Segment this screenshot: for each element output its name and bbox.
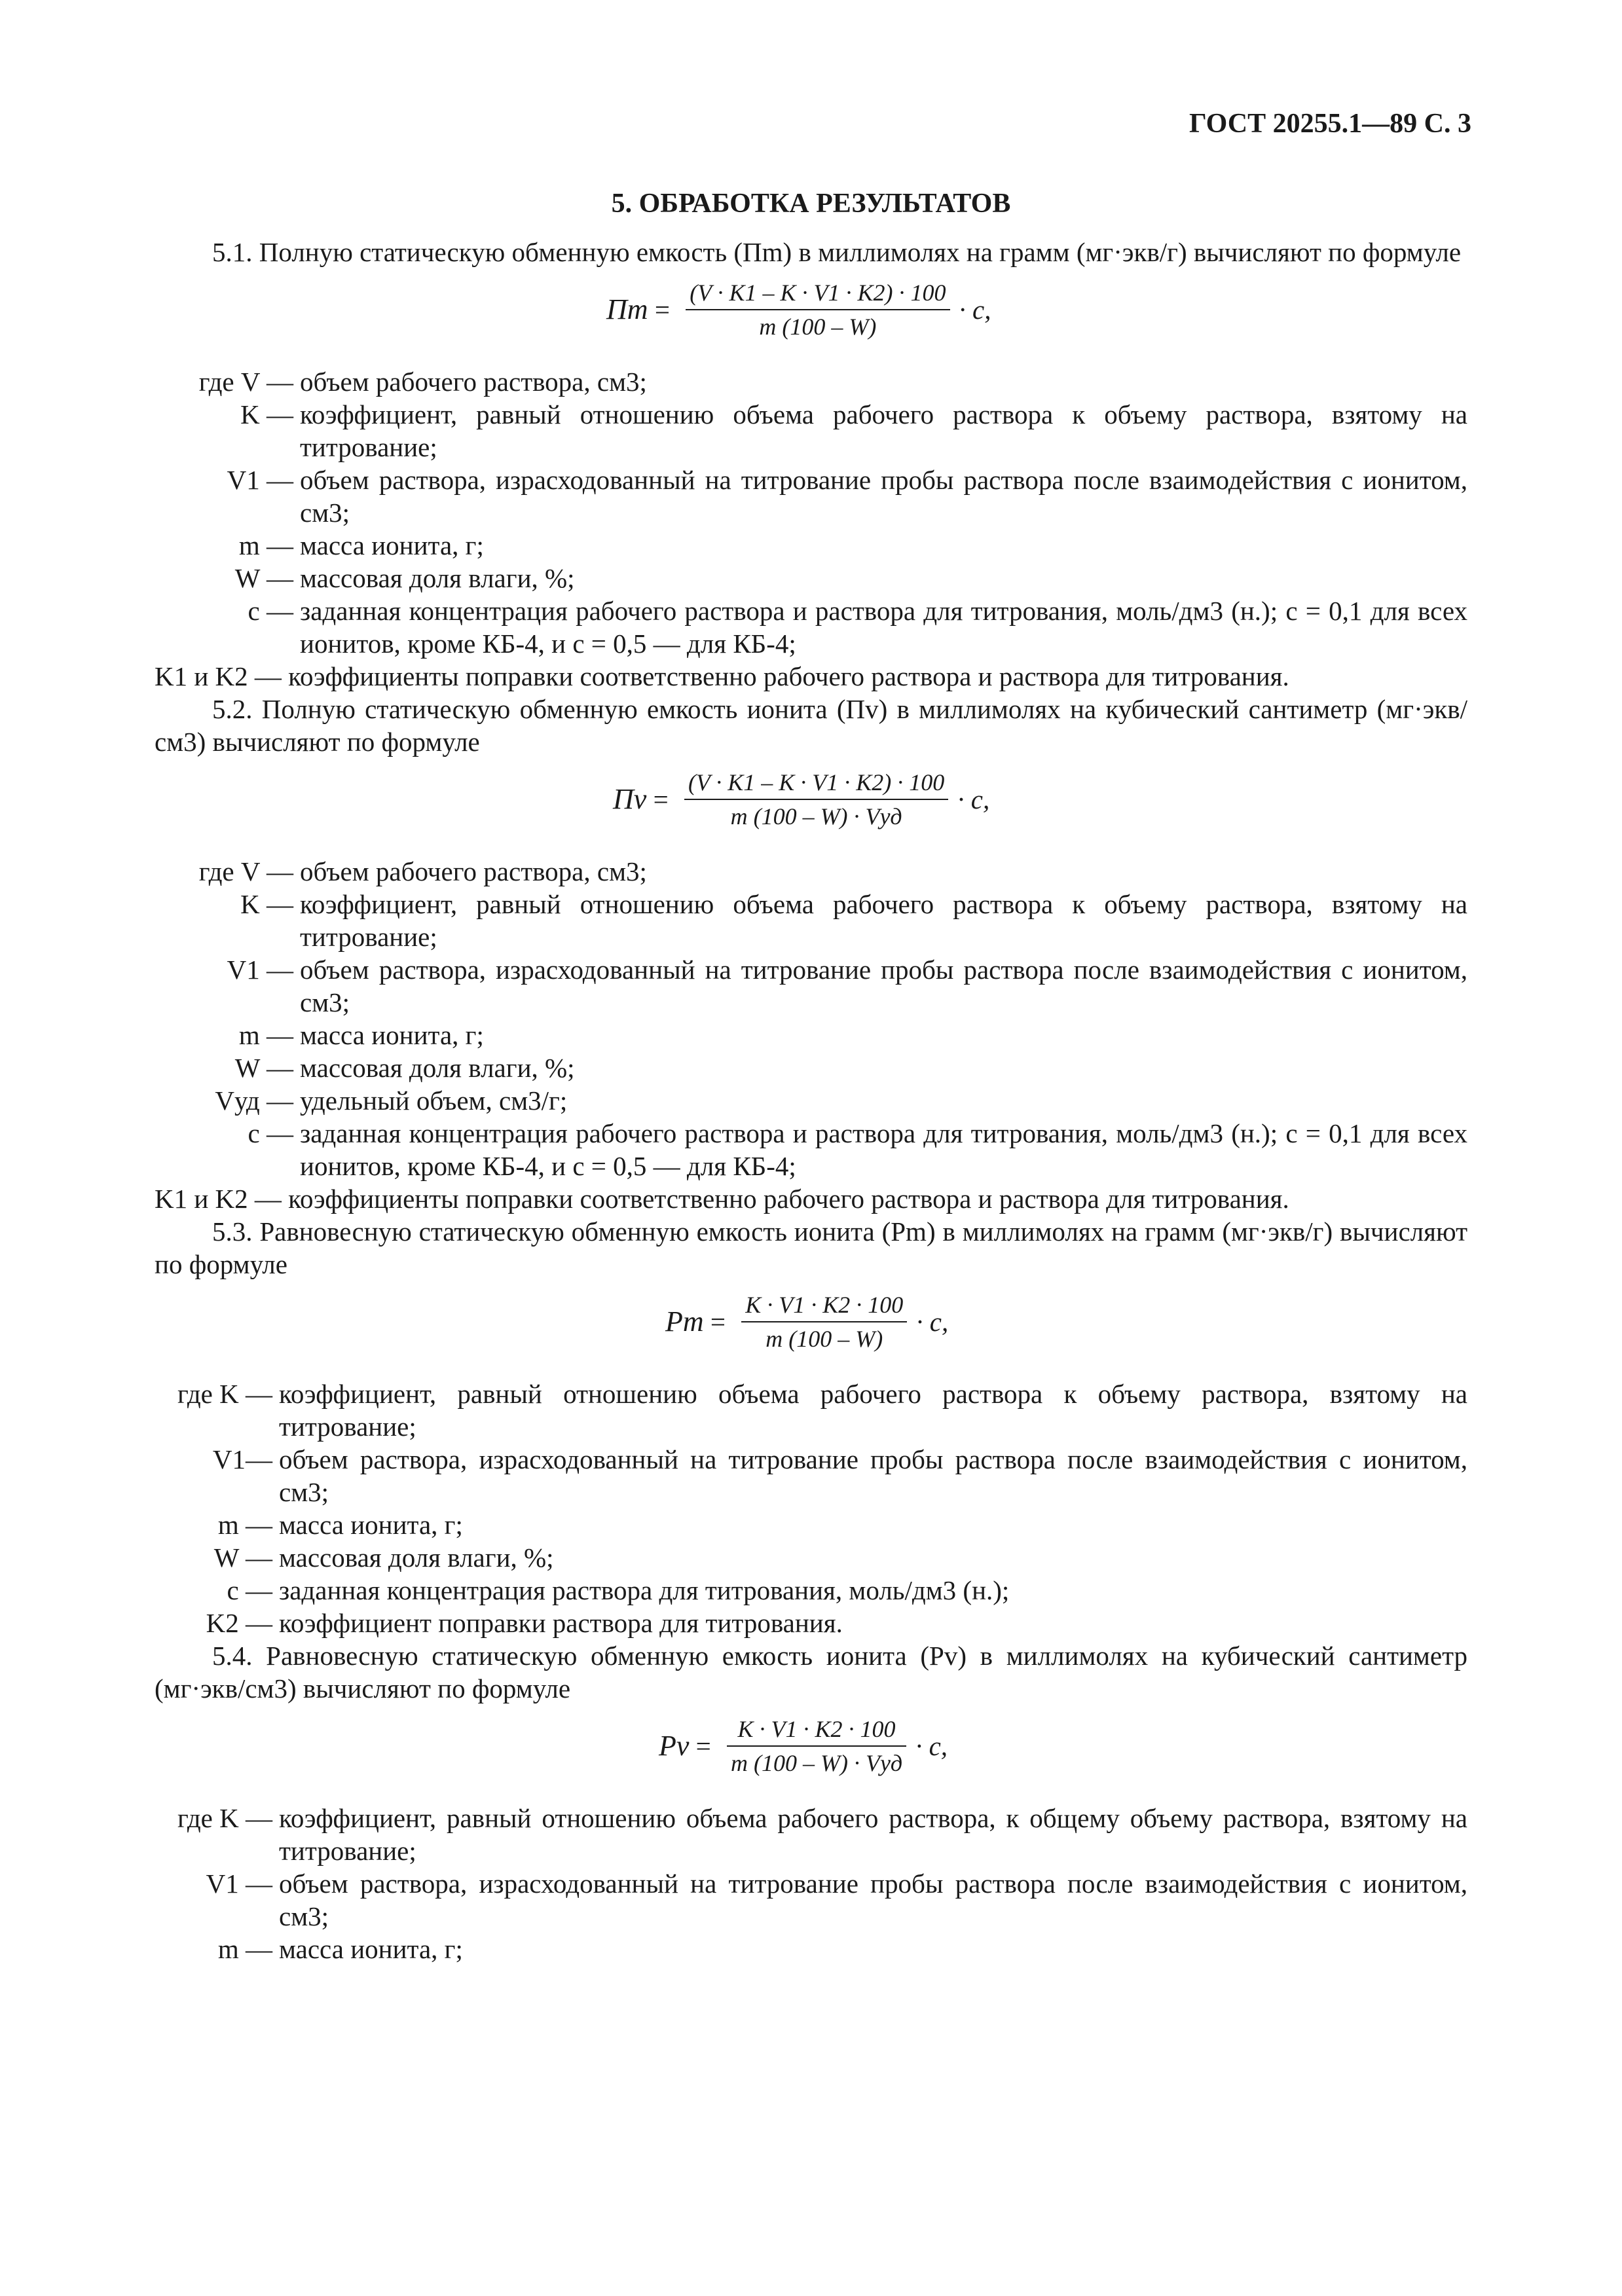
definition-symbol: W — [234, 1053, 293, 1083]
formula-numerator: K · V1 · K2 · 100 [745, 1292, 904, 1318]
definition-text: массовая доля влаги, %; [300, 563, 575, 593]
formula-rhs: · c, [957, 784, 990, 814]
definition-item [155, 1607, 1467, 1639]
definition-symbol: W — [234, 563, 293, 593]
definition-item [155, 464, 1467, 529]
definition-symbol: K2 — [206, 1608, 272, 1638]
formula-5-3: Pm = $\frac{K \cdot V1 \cdot K2 \cdot 100}{m (100 - W)}$ · c, [155, 1283, 1467, 1375]
formula-rhs: · c, [916, 1307, 949, 1337]
definition-text: коэффициент, равный отношению объема рабочего раствора к объему раствора, взятому на титрование; [300, 889, 1467, 952]
definition-item [155, 1443, 1467, 1508]
definition-item [155, 1377, 1467, 1443]
definition-symbol: m — [238, 530, 293, 560]
page-content [155, 236, 1467, 1965]
definition-item [155, 1541, 1467, 1574]
definition-symbol: где V — [198, 367, 293, 397]
formula-fraction [741, 1290, 907, 1354]
definition-text: коэффициент, равный отношению объема рабочего раствора к объему раствора, взятому на титрование; [279, 1379, 1467, 1442]
formula-5-4: Pv = $\frac{K \cdot V1 \cdot K2 \cdot 100}{\text{m (100 – W) · Vуд}}$ · c, [155, 1707, 1467, 1799]
formula-fraction [686, 278, 949, 342]
formula-lhs: Pv [659, 1730, 690, 1762]
formula-numerator: K · V1 · K2 · 100 [737, 1716, 896, 1742]
definition-item [155, 398, 1467, 464]
definition-text: коэффициент, равный отношению объема рабочего раствора к объему раствора, взятому на титрование; [300, 399, 1467, 462]
definition-text: заданная концентрация раствора для титрования, моль/дм3 (н.); [279, 1575, 1010, 1605]
definition-symbol: m — [217, 1510, 272, 1540]
definition-symbol: V1 — [227, 465, 293, 495]
formula-lhs: Пm [606, 293, 648, 325]
formula-rhs: · c, [959, 295, 991, 325]
formula-denominator: m (100 – W) [759, 314, 877, 340]
paragraph-5-4: 5.4. Равновесную статическую обменную емкость ионита (Pv) в миллимолях на кубический сантиметр (мг·экв/см3) вычисляют по формуле [155, 1641, 1467, 1704]
definitions-5-3 [155, 1377, 1467, 1639]
formula-denominator: m (100 – W) [765, 1326, 883, 1352]
formula-lhs: Пv [613, 783, 647, 815]
definition-item [155, 529, 1467, 562]
definition-text: масса ионита, г; [300, 1020, 484, 1050]
definition-item [155, 594, 1467, 660]
formula-fraction [684, 767, 948, 831]
paragraph-5-3: 5.3. Равновесную статическую обменную емкость ионита (Pm) в миллимолях на грамм (мг·экв/г) вычисляют по формуле [155, 1216, 1467, 1279]
definition-text: объем раствора, израсходованный на титрование пробы раствора после взаимодействия с ионитом, см3; [300, 955, 1467, 1017]
definition-symbol: K — [240, 399, 293, 429]
definition-item [155, 953, 1467, 1019]
definition-symbol: m — [217, 1934, 272, 1964]
definition-text: удельный объем, см3/г; [300, 1085, 568, 1116]
coefficients-line: K1 и K2 — коэффициенты поправки соответственно рабочего раствора и раствора для титрования. [155, 661, 1289, 691]
definition-symbol: c — [248, 596, 293, 626]
definition-item [155, 1084, 1467, 1117]
definition-symbol: V1 — [227, 955, 293, 985]
definition-item [155, 1019, 1467, 1051]
definition-text: коэффициент поправки раствора для титрования. [279, 1608, 843, 1638]
page-header: ГОСТ 20255.1—89 С. 3 [1189, 109, 1471, 139]
definition-text: объем раствора, израсходованный на титрование пробы раствора после взаимодействия с ионитом, см3; [300, 465, 1467, 528]
coefficients-line: K1 и K2 — коэффициенты поправки соответственно рабочего раствора и раствора для титрования. [155, 1184, 1289, 1214]
definition-symbol: K — [240, 889, 293, 919]
definition-symbol: где K — [177, 1803, 272, 1833]
formula-rhs: · c, [915, 1731, 948, 1761]
definition-item [155, 1051, 1467, 1084]
formula-fraction [727, 1714, 906, 1778]
definition-symbol: W — [213, 1542, 272, 1573]
definition-text: масса ионита, г; [300, 530, 484, 560]
definition-item [155, 1574, 1467, 1607]
definition-symbol: Vуд — [215, 1085, 293, 1116]
definition-text: масса ионита, г; [279, 1934, 463, 1964]
definition-symbol: где V — [198, 856, 293, 886]
definition-item [155, 1117, 1467, 1182]
definitions-5-4 [155, 1802, 1467, 1965]
definition-text: объем рабочего раствора, см3; [300, 367, 647, 397]
definition-item [155, 855, 1467, 888]
definition-symbol: V1 — [206, 1868, 272, 1899]
definition-text: заданная концентрация рабочего раствора и раствора для титрования, моль/дм3 (н.); c = 0,1 для всех ионитов, кроме КБ-4, и c = 0,5 — для КБ-4; [300, 596, 1467, 659]
formula-numerator: (V · K1 – K · V1 · K2) · 100 [688, 769, 945, 795]
definition-text: заданная концентрация рабочего раствора и раствора для титрования, моль/дм3 (н.); c = 0,1 для всех ионитов, кроме КБ-4, и c = 0,5 — для КБ-4; [300, 1118, 1467, 1181]
definition-text: массовая доля влаги, %; [300, 1053, 575, 1083]
definition-item [155, 888, 1467, 953]
definition-text: массовая доля влаги, %; [279, 1542, 554, 1573]
definition-item [155, 1508, 1467, 1541]
formula-denominator: m (100 – W) · Vуд [730, 803, 902, 829]
definition-symbol: m — [238, 1020, 293, 1050]
definitions-5-1 [155, 365, 1467, 660]
formula-5-2: Пv = $\frac{(V \cdot K1 - K \cdot V1 \cdot K2) \cdot 100}{\text{m (100 – W) · Vуд}}$ · c, [155, 761, 1467, 852]
definition-item [155, 1933, 1467, 1965]
definition-item [155, 562, 1467, 594]
formula-5-1: Пm = $\frac{(V \cdot K1 - K \cdot V1 \cdot K2) \cdot 100}{m (100 - W)}$ · c, [155, 271, 1467, 363]
definition-text: коэффициент, равный отношению объема рабочего раствора, к общему объему раствора, взятому на титрование; [279, 1803, 1467, 1866]
definition-item [155, 1867, 1467, 1933]
formula-lhs: Pm [665, 1305, 704, 1338]
formula-numerator: (V · K1 – K · V1 · K2) · 100 [690, 280, 946, 306]
definition-text: объем рабочего раствора, см3; [300, 856, 647, 886]
paragraph-5-2: 5.2. Полную статическую обменную емкость ионита (Пv) в миллимолях на кубический сантиметр (мг·экв/см3) вычисляют по формуле [155, 694, 1467, 757]
definition-symbol: V1— [212, 1444, 272, 1474]
definition-item [155, 1802, 1467, 1867]
definition-text: объем раствора, израсходованный на титрование пробы раствора после взаимодействия с ионитом, см3; [279, 1444, 1467, 1507]
definition-text: объем раствора, израсходованный на титрование пробы раствора после взаимодействия с ионитом, см3; [279, 1868, 1467, 1931]
definition-text: масса ионита, г; [279, 1510, 463, 1540]
definition-symbol: c — [227, 1575, 272, 1605]
section-title: 5. ОБРАБОТКА РЕЗУЛЬТАТОВ [611, 189, 1011, 219]
definitions-5-2 [155, 855, 1467, 1182]
definition-symbol: c — [248, 1118, 293, 1148]
formula-denominator: m (100 – W) · Vуд [731, 1750, 903, 1776]
definition-symbol: где K — [177, 1379, 272, 1409]
paragraph-5-1: 5.1. Полную статическую обменную емкость (Пm) в миллимолях на грамм (мг·экв/г) вычисляют по формуле [212, 237, 1462, 267]
definition-item [155, 365, 1467, 398]
